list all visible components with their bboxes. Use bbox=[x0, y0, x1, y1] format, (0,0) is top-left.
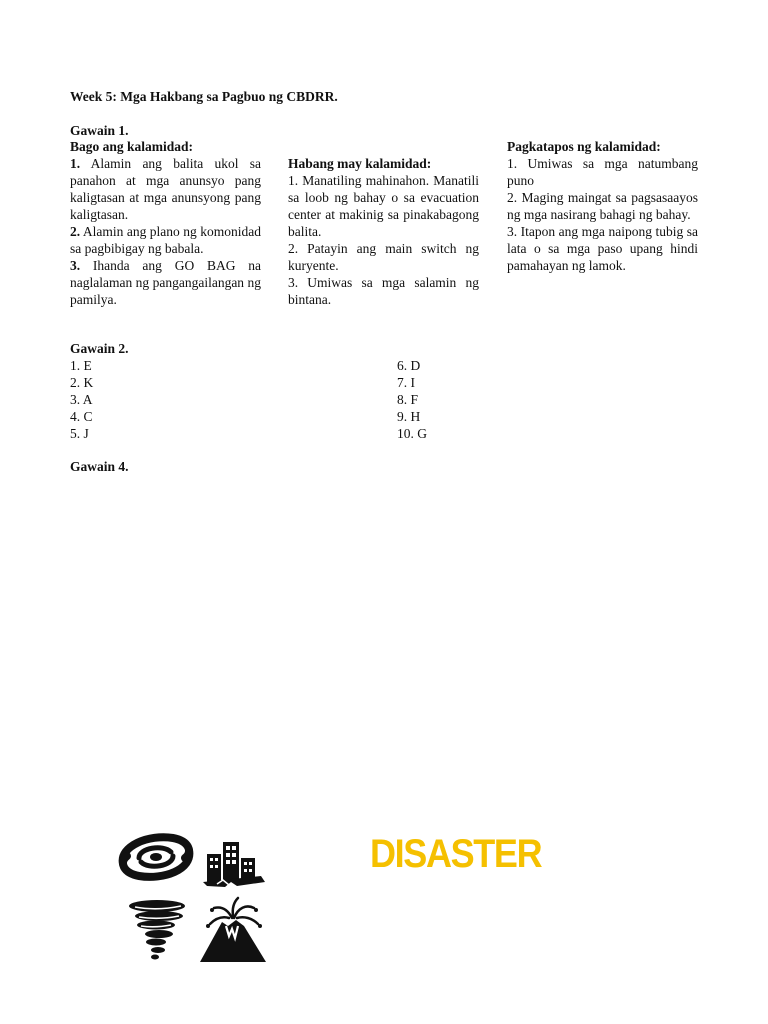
answer-item: 9. H bbox=[397, 409, 421, 424]
col-during-item: 3. Umiwas sa mga salamin ng bintana. bbox=[288, 275, 479, 307]
answer-item: 10. G bbox=[397, 426, 427, 441]
col-during-item: 1. Manatiling mahinahon. Manatili sa loob ng bahay o sa evacuation center at makinig sa pinakabagong balita. bbox=[288, 173, 479, 239]
answer-item: 7. I bbox=[397, 375, 415, 390]
answer-item: 3. A bbox=[70, 392, 93, 407]
answer-item: 4. C bbox=[70, 409, 93, 424]
col-after-item: 1. Umiwas sa mga natumbang puno bbox=[507, 156, 698, 188]
answers-right bbox=[397, 357, 597, 447]
answer-item: 5. J bbox=[70, 426, 89, 441]
hurricane-icon bbox=[115, 828, 197, 886]
col-during-heading: Habang may kalamidad: bbox=[288, 156, 432, 171]
col-before bbox=[70, 138, 261, 308]
col-after-heading: Pagkatapos ng kalamidad: bbox=[507, 139, 661, 154]
gawain1-heading: Gawain 1. bbox=[70, 123, 129, 138]
answer-item: 6. D bbox=[397, 358, 421, 373]
col-after-item: 3. Itapon ang mga naipong tubig sa lata o sa mga paso upang hindi pamahayan ng lamok. bbox=[507, 224, 698, 273]
col-before-heading: Bago ang kalamidad: bbox=[70, 139, 194, 154]
col-after-item: 2. Maging maingat sa pagsasaayos ng mga nasirang bahagi ng bahay. bbox=[507, 190, 698, 222]
col-before-item: 2. Alamin ang plano ng komonidad sa pagbibigay ng babala. bbox=[70, 224, 261, 256]
answer-item: 2. K bbox=[70, 375, 94, 390]
answer-item: 8. F bbox=[397, 392, 419, 407]
page-title: Week 5: Mga Hakbang sa Pagbuo ng CBDRR. bbox=[70, 89, 338, 104]
col-after bbox=[507, 138, 698, 274]
answers-left bbox=[70, 357, 270, 447]
col-during bbox=[288, 155, 479, 308]
disaster-wordart: DISASTER bbox=[370, 832, 542, 876]
city-earthquake-icon bbox=[203, 838, 265, 888]
gawain4-heading: Gawain 4. bbox=[70, 459, 129, 474]
col-before-item: 3. Ihanda ang GO BAG na naglalaman ng pangangailangan ng pamilya. bbox=[70, 258, 261, 307]
col-before-item: 1. Alamin ang balita ukol sa panahon at mga anunsyo pang kaligtasan at mga anunsyong pang kaligtasan. bbox=[70, 156, 262, 222]
answer-item: 1. E bbox=[70, 358, 92, 373]
col-during-item: 2. Patayin ang main switch ng kuryente. bbox=[288, 241, 479, 273]
tornado-icon bbox=[125, 898, 189, 964]
volcano-icon bbox=[198, 896, 268, 964]
gawain2-heading: Gawain 2. bbox=[70, 341, 129, 356]
